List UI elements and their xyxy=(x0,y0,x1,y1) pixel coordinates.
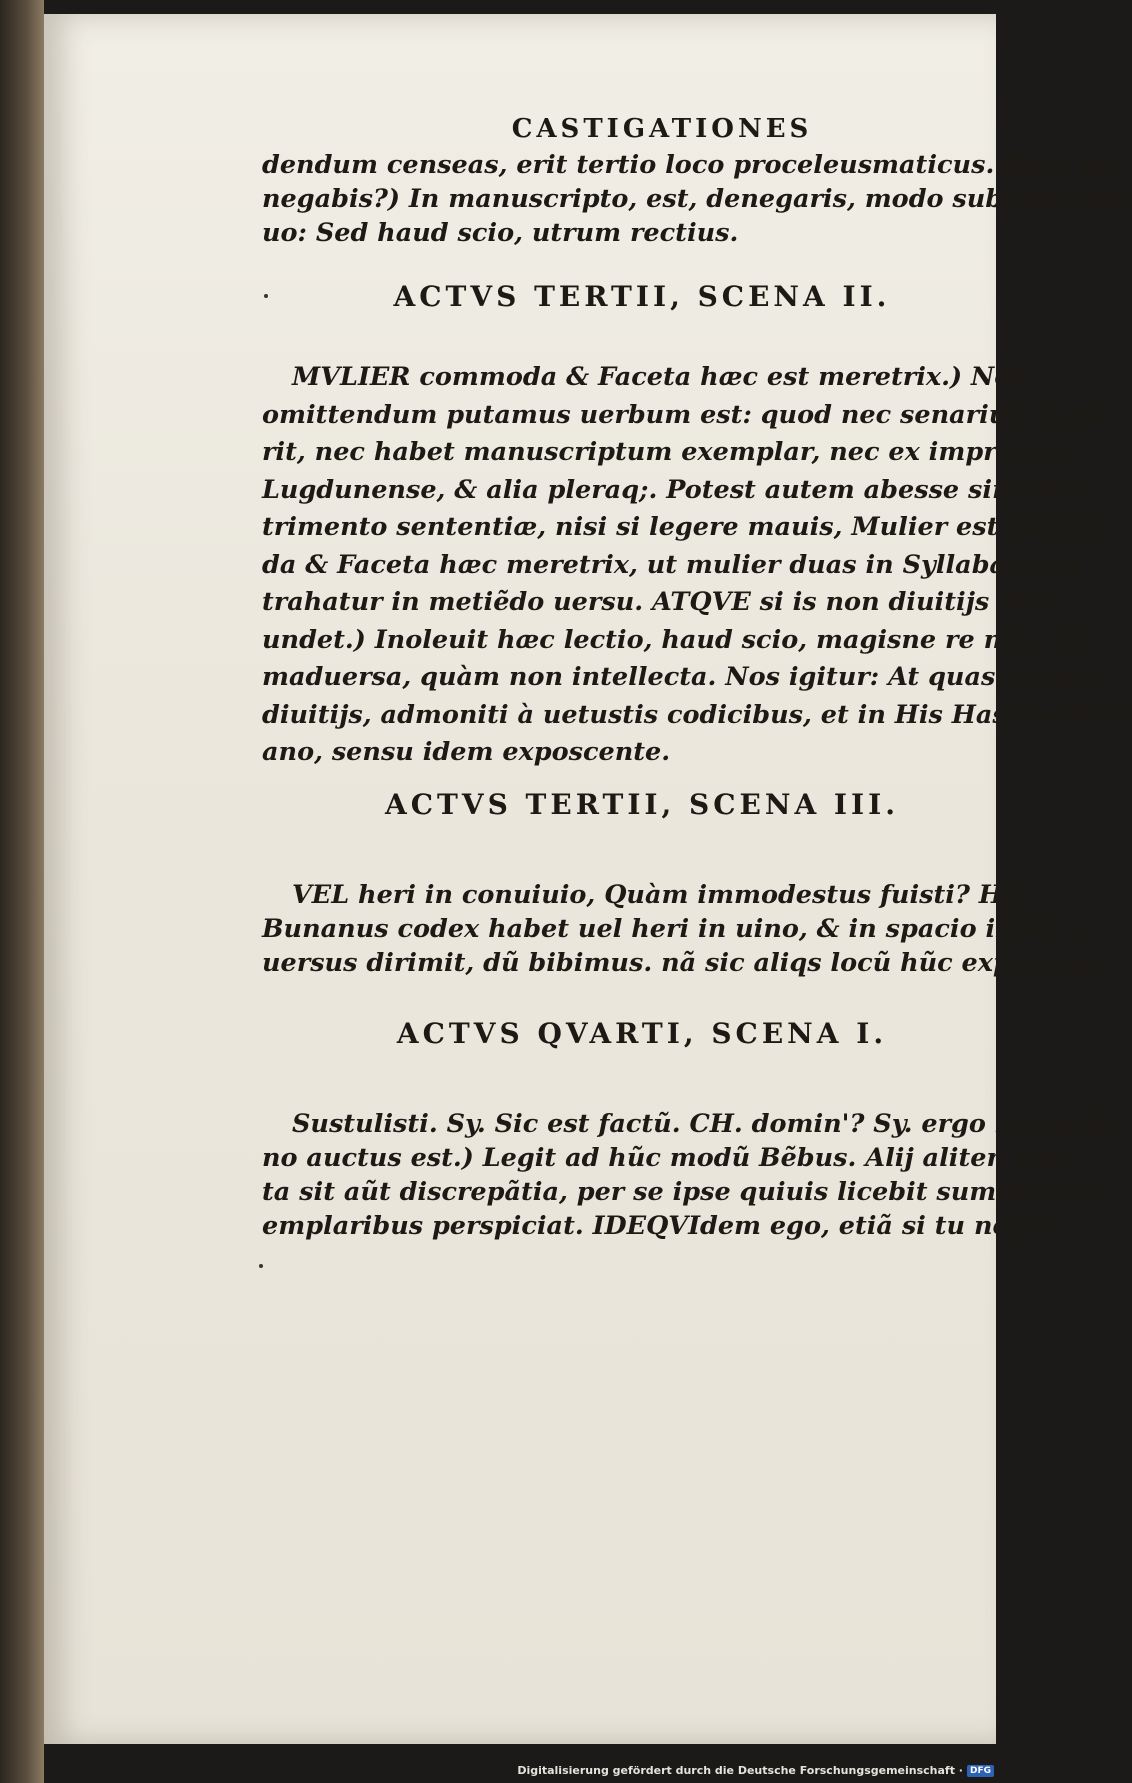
ink-speck xyxy=(259,1264,263,1268)
text-line: negabis?) In manuscripto, est, denegaris, modo subiunctiuo: xyxy=(262,184,1132,214)
text-line: Sustulisti. Sy. Sic est factũ. CH. domin'? Sy. ergo herus dã xyxy=(292,1109,1120,1139)
text-line: trimento sententiæ, nisi si legere mauis, Mulier est commo xyxy=(262,512,1111,542)
running-head: CASTIGATIONES xyxy=(511,114,813,144)
text-line: dendum censeas, erit tertio loco proceleusmaticus. Dare de xyxy=(262,150,1115,180)
text-line: ta sit aũt discrepãtia, per se ipse quiuis licebit sumptis ex= xyxy=(262,1177,1112,1207)
scene-heading: ACTVS TERTII, SCENA III. xyxy=(385,788,899,821)
text-line: emplaribus perspiciat. IDEQVIdem ego, etiã si tu neges xyxy=(262,1211,1058,1241)
text-line: Bunanus codex habet uel heri in uino, & in spacio ibidẽ q xyxy=(262,914,1084,944)
credit-text: Digitalisierung gefördert durch die Deutsche Forschungsgemeinschaft · xyxy=(517,1764,963,1777)
text-line: rit, nec habet manuscriptum exemplar, nec ex impressis xyxy=(262,437,1066,467)
text-line: no auctus est.) Legit ad hũc modũ Bẽbus. Alij aliter. Quã xyxy=(262,1143,1073,1173)
text-line: trahatur in metiẽdo uersu. ATQVE si is non diuitijs ab= xyxy=(262,587,1054,617)
dfg-logo-icon: DFG xyxy=(967,1765,994,1777)
text-line: undet.) Inoleuit hæc lectio, haud scio, magisne re non ani= xyxy=(262,624,1113,655)
text-line: da & Faceta hæc meretrix, ut mulier duas in Syllabas con xyxy=(262,549,1081,580)
binding-gutter xyxy=(0,0,44,1783)
scene-heading: ACTVS QVARTI, SCENA I. xyxy=(396,1017,888,1050)
text-line: omittendum putamus uerbum est: quod nec senarius requi xyxy=(262,399,1107,430)
text-line: VEL heri in conuiuio, Quàm immodestus fuisti? Hic xyxy=(292,880,1029,910)
text-line: maduersa, quàm non intellecta. Nos igitur: At quasi is non xyxy=(262,662,1101,692)
text-line: diuitijs, admoniti à uetustis codicibus, et in His Hassensteni xyxy=(262,699,1127,730)
text-line: ano, sensu idem exposcente. xyxy=(262,737,671,767)
scene-heading: ACTVS TERTII, SCENA II. xyxy=(393,280,891,313)
text-line: MVLIER commoda & Faceta hæc est meretrix.) Nos xyxy=(292,362,1026,392)
text-line: uersus dirimit, dũ bibimus. nã sic aliqs locũ hũc explicauit. xyxy=(262,948,1112,978)
text-line: Lugdunense, & alia pleraq;. Potest autem abesse sine de= xyxy=(262,474,1092,505)
text-line: uo: Sed haud scio, utrum rectius. xyxy=(262,218,739,248)
digitization-credit xyxy=(517,1764,994,1777)
